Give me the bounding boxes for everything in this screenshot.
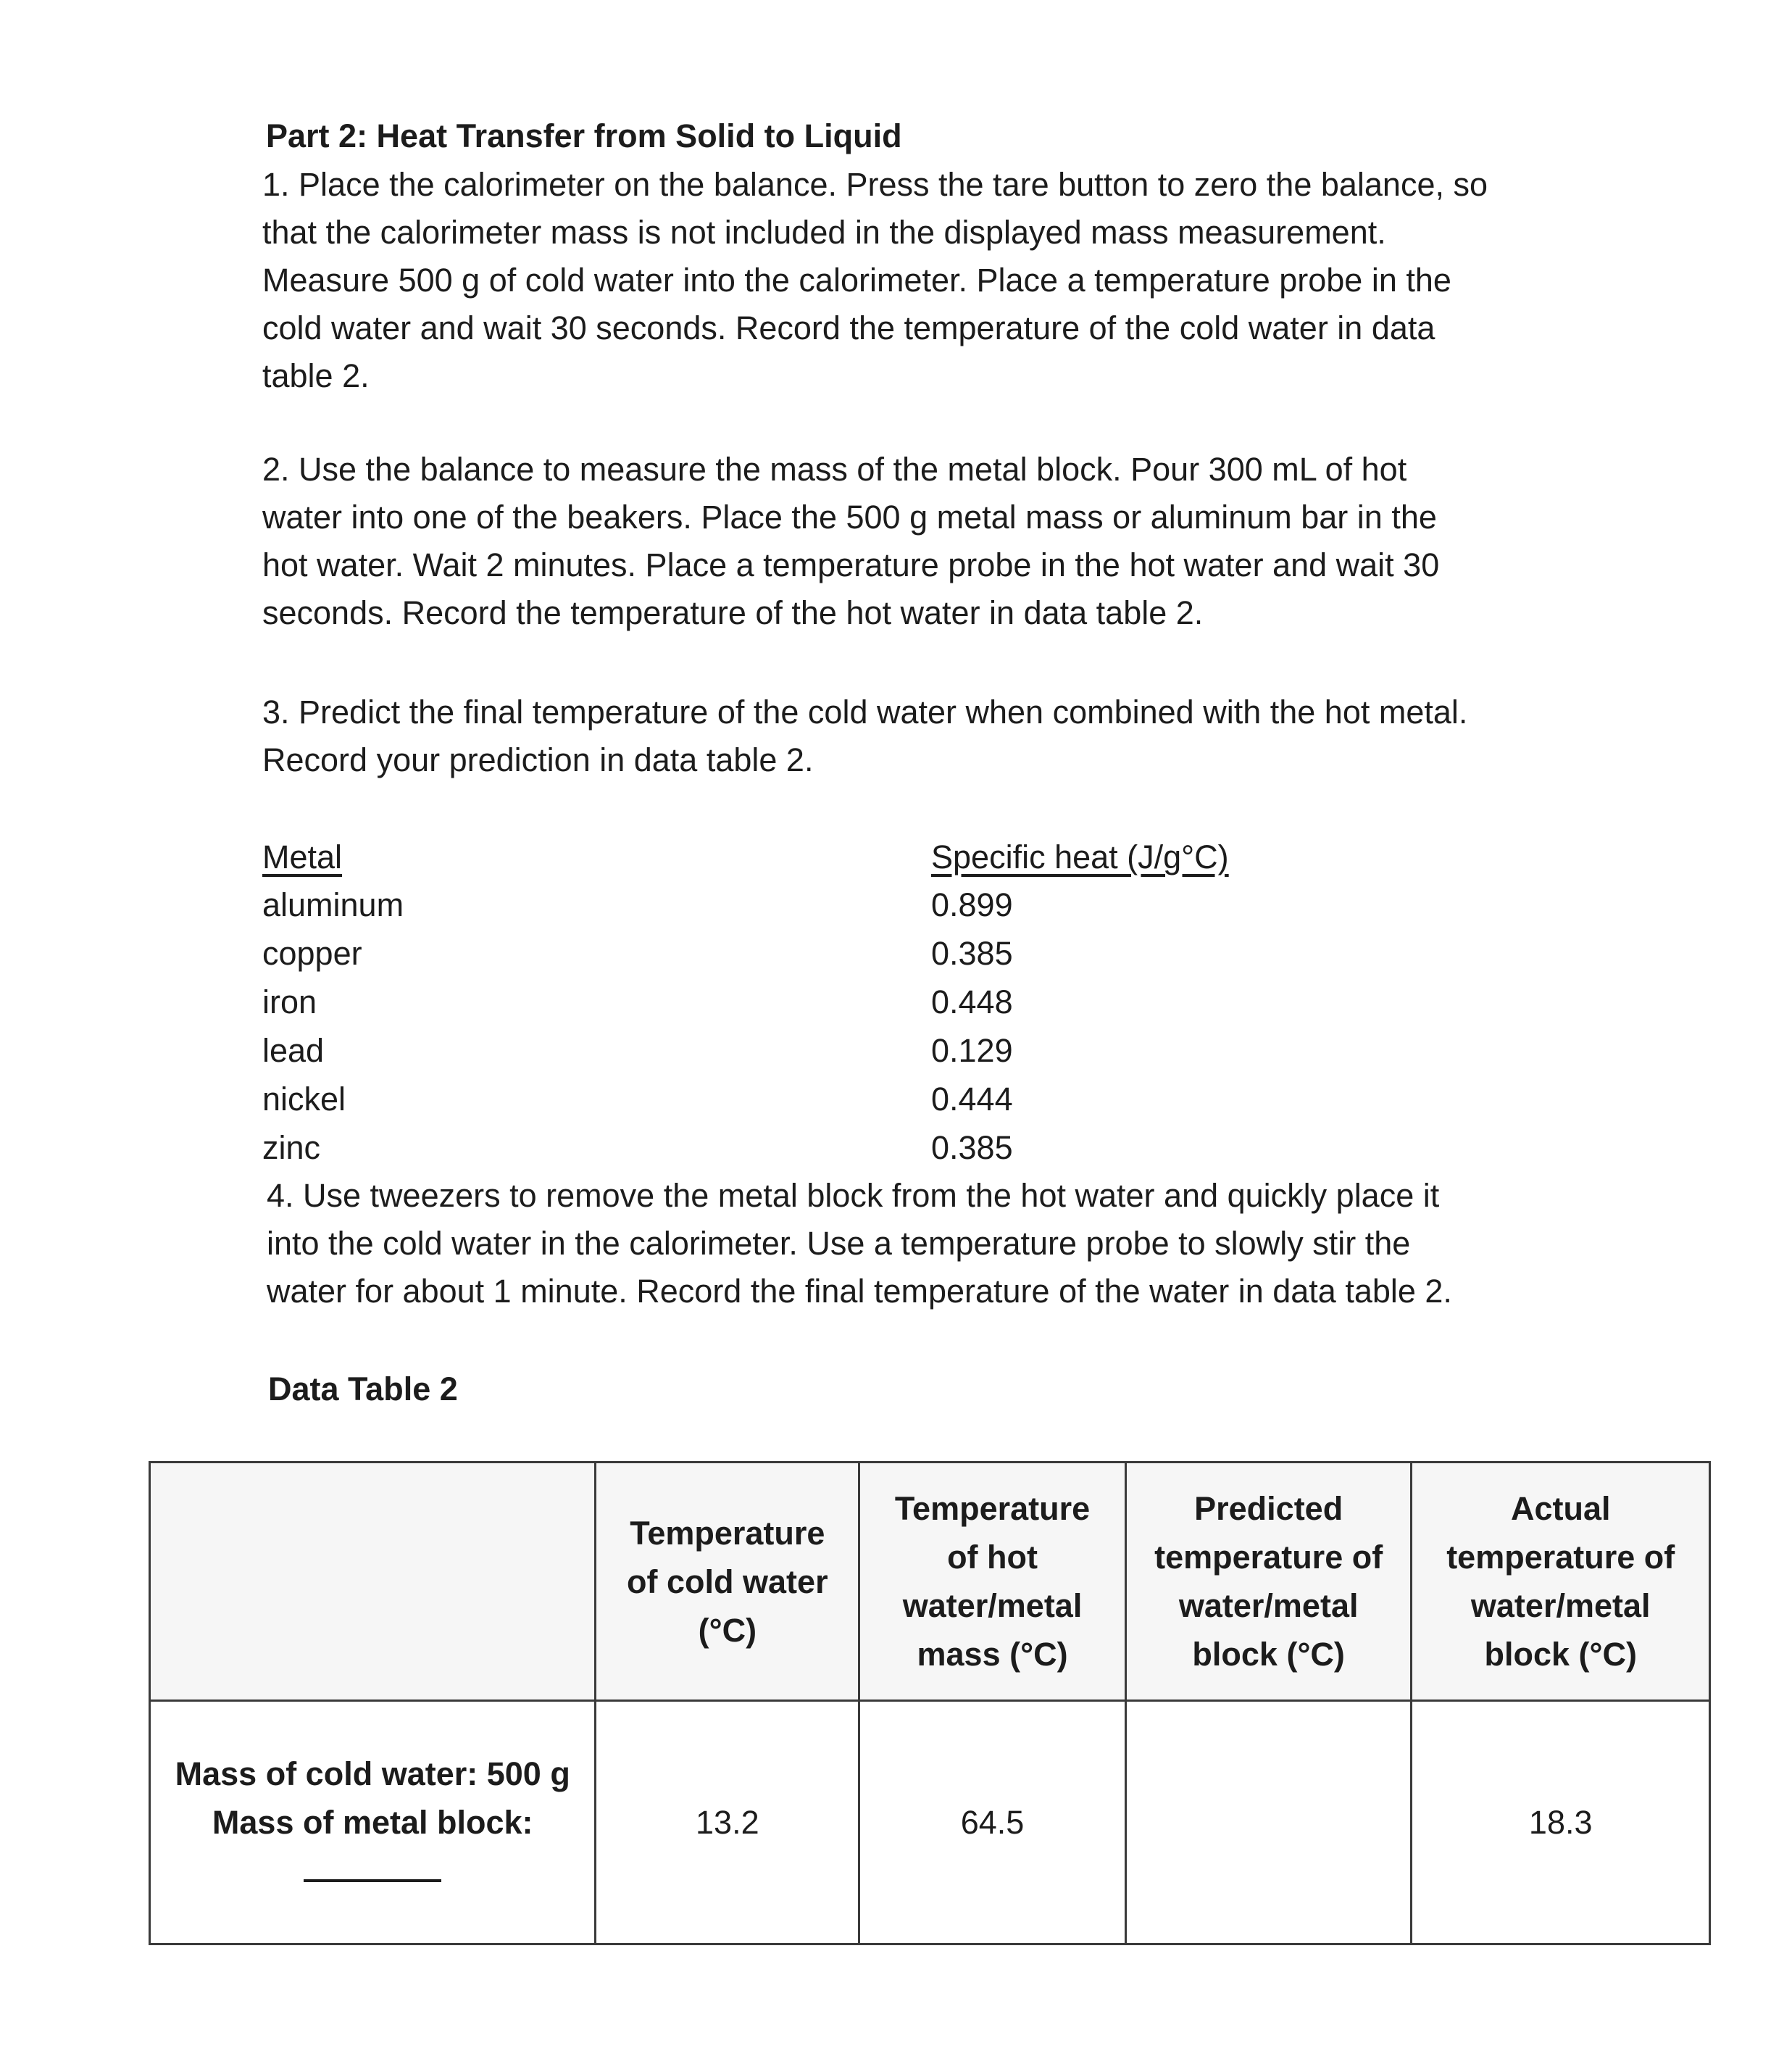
specific-heat-column-header: Specific heat (J/g°C) <box>931 839 1229 875</box>
metal-column-header: Metal <box>262 839 343 875</box>
header-hot-water-temp <box>859 1463 1126 1701</box>
step-1-line: cold water and wait 30 seconds. Record the temperature of the cold water in data <box>262 309 1435 346</box>
step-1-paragraph <box>262 161 1488 400</box>
header-line: water/metal <box>1178 1587 1359 1624</box>
header-actual-temp <box>1412 1463 1710 1701</box>
specific-heat-value: 0.448 <box>931 983 1013 1020</box>
row-label-line: Mass of cold water: 500 g <box>175 1755 570 1792</box>
cold-water-temp-cell: 13.2 <box>596 1701 859 1944</box>
header-line: Temperature <box>894 1490 1091 1527</box>
specific-heat-value: 0.385 <box>931 1129 1013 1166</box>
header-line: block (°C) <box>1192 1636 1345 1673</box>
step-4-line: into the cold water in the calorimeter. Use a temperature probe to slowly stir the <box>267 1225 1411 1262</box>
step-1-line: table 2. <box>262 357 370 394</box>
specific-heat-value: 0.385 <box>931 935 1013 972</box>
header-cold-water-temp <box>596 1463 859 1701</box>
step-2-line: seconds. Record the temperature of the hot water in data table 2. <box>262 594 1204 631</box>
step-2-line: water into one of the beakers. Place the 500 g metal mass or aluminum bar in the <box>262 499 1437 536</box>
step-2-paragraph <box>262 446 1439 637</box>
header-line: Temperature <box>630 1514 825 1552</box>
step-3-line: Record your prediction in data table 2. <box>262 741 814 778</box>
metal-name: copper <box>262 935 362 972</box>
hot-water-temp-cell: 64.5 <box>859 1701 1126 1944</box>
header-line: water/metal <box>902 1587 1083 1624</box>
header-line: (°C) <box>698 1611 757 1649</box>
specific-heat-value: 0.899 <box>931 886 1013 923</box>
table-row <box>150 1701 1710 1944</box>
predicted-temp-cell <box>1125 1701 1412 1944</box>
section-title: Part 2: Heat Transfer from Solid to Liquid <box>266 117 902 154</box>
header-line: Predicted <box>1194 1490 1343 1527</box>
specific-heat-value: 0.129 <box>931 1032 1013 1069</box>
row-label-cell <box>150 1701 596 1944</box>
header-line: Actual <box>1510 1490 1611 1527</box>
step-3-line: 3. Predict the final temperature of the cold water when combined with the hot metal. <box>262 694 1468 731</box>
step-4-line: water for about 1 minute. Record the final temperature of the water in data table 2. <box>267 1273 1452 1310</box>
header-line: water/metal <box>1470 1587 1651 1624</box>
step-4-line: 4. Use tweezers to remove the metal block from the hot water and quickly place it <box>267 1177 1440 1214</box>
metal-name: iron <box>262 983 317 1020</box>
header-line: of hot <box>947 1539 1038 1576</box>
step-2-line: hot water. Wait 2 minutes. Place a temperature probe in the hot water and wait 30 <box>262 546 1440 583</box>
row-label-line: Mass of metal block: <box>212 1804 533 1841</box>
specific-heat-value: 0.444 <box>931 1081 1013 1118</box>
data-table-2 <box>149 1461 1711 1945</box>
step-3-paragraph <box>262 688 1467 784</box>
header-line: mass (°C) <box>917 1636 1068 1673</box>
step-1-line: that the calorimeter mass is not included in the displayed mass measurement. <box>262 214 1386 251</box>
step-1-line: 1. Place the calorimeter on the balance. Press the tare button to zero the balance, so <box>262 166 1488 203</box>
header-predicted-temp <box>1125 1463 1412 1701</box>
actual-temp-cell: 18.3 <box>1412 1701 1710 1944</box>
step-1-line: Measure 500 g of cold water into the calorimeter. Place a temperature probe in the <box>262 262 1451 299</box>
data-table-title: Data Table 2 <box>268 1370 458 1407</box>
metal-mass-blank-line <box>304 1879 441 1882</box>
metal-name: zinc <box>262 1129 321 1166</box>
step-4-paragraph <box>267 1172 1452 1315</box>
header-line: temperature of <box>1154 1539 1383 1576</box>
step-2-line: 2. Use the balance to measure the mass of the metal block. Pour 300 mL of hot <box>262 451 1407 488</box>
metal-name: nickel <box>262 1081 346 1118</box>
metal-name: lead <box>262 1032 325 1069</box>
metal-name: aluminum <box>262 886 404 923</box>
empty-header-cell <box>150 1463 596 1701</box>
header-line: of cold water <box>627 1563 828 1600</box>
header-line: block (°C) <box>1484 1636 1637 1673</box>
header-line: temperature of <box>1446 1539 1675 1576</box>
table-header-row <box>150 1463 1710 1701</box>
